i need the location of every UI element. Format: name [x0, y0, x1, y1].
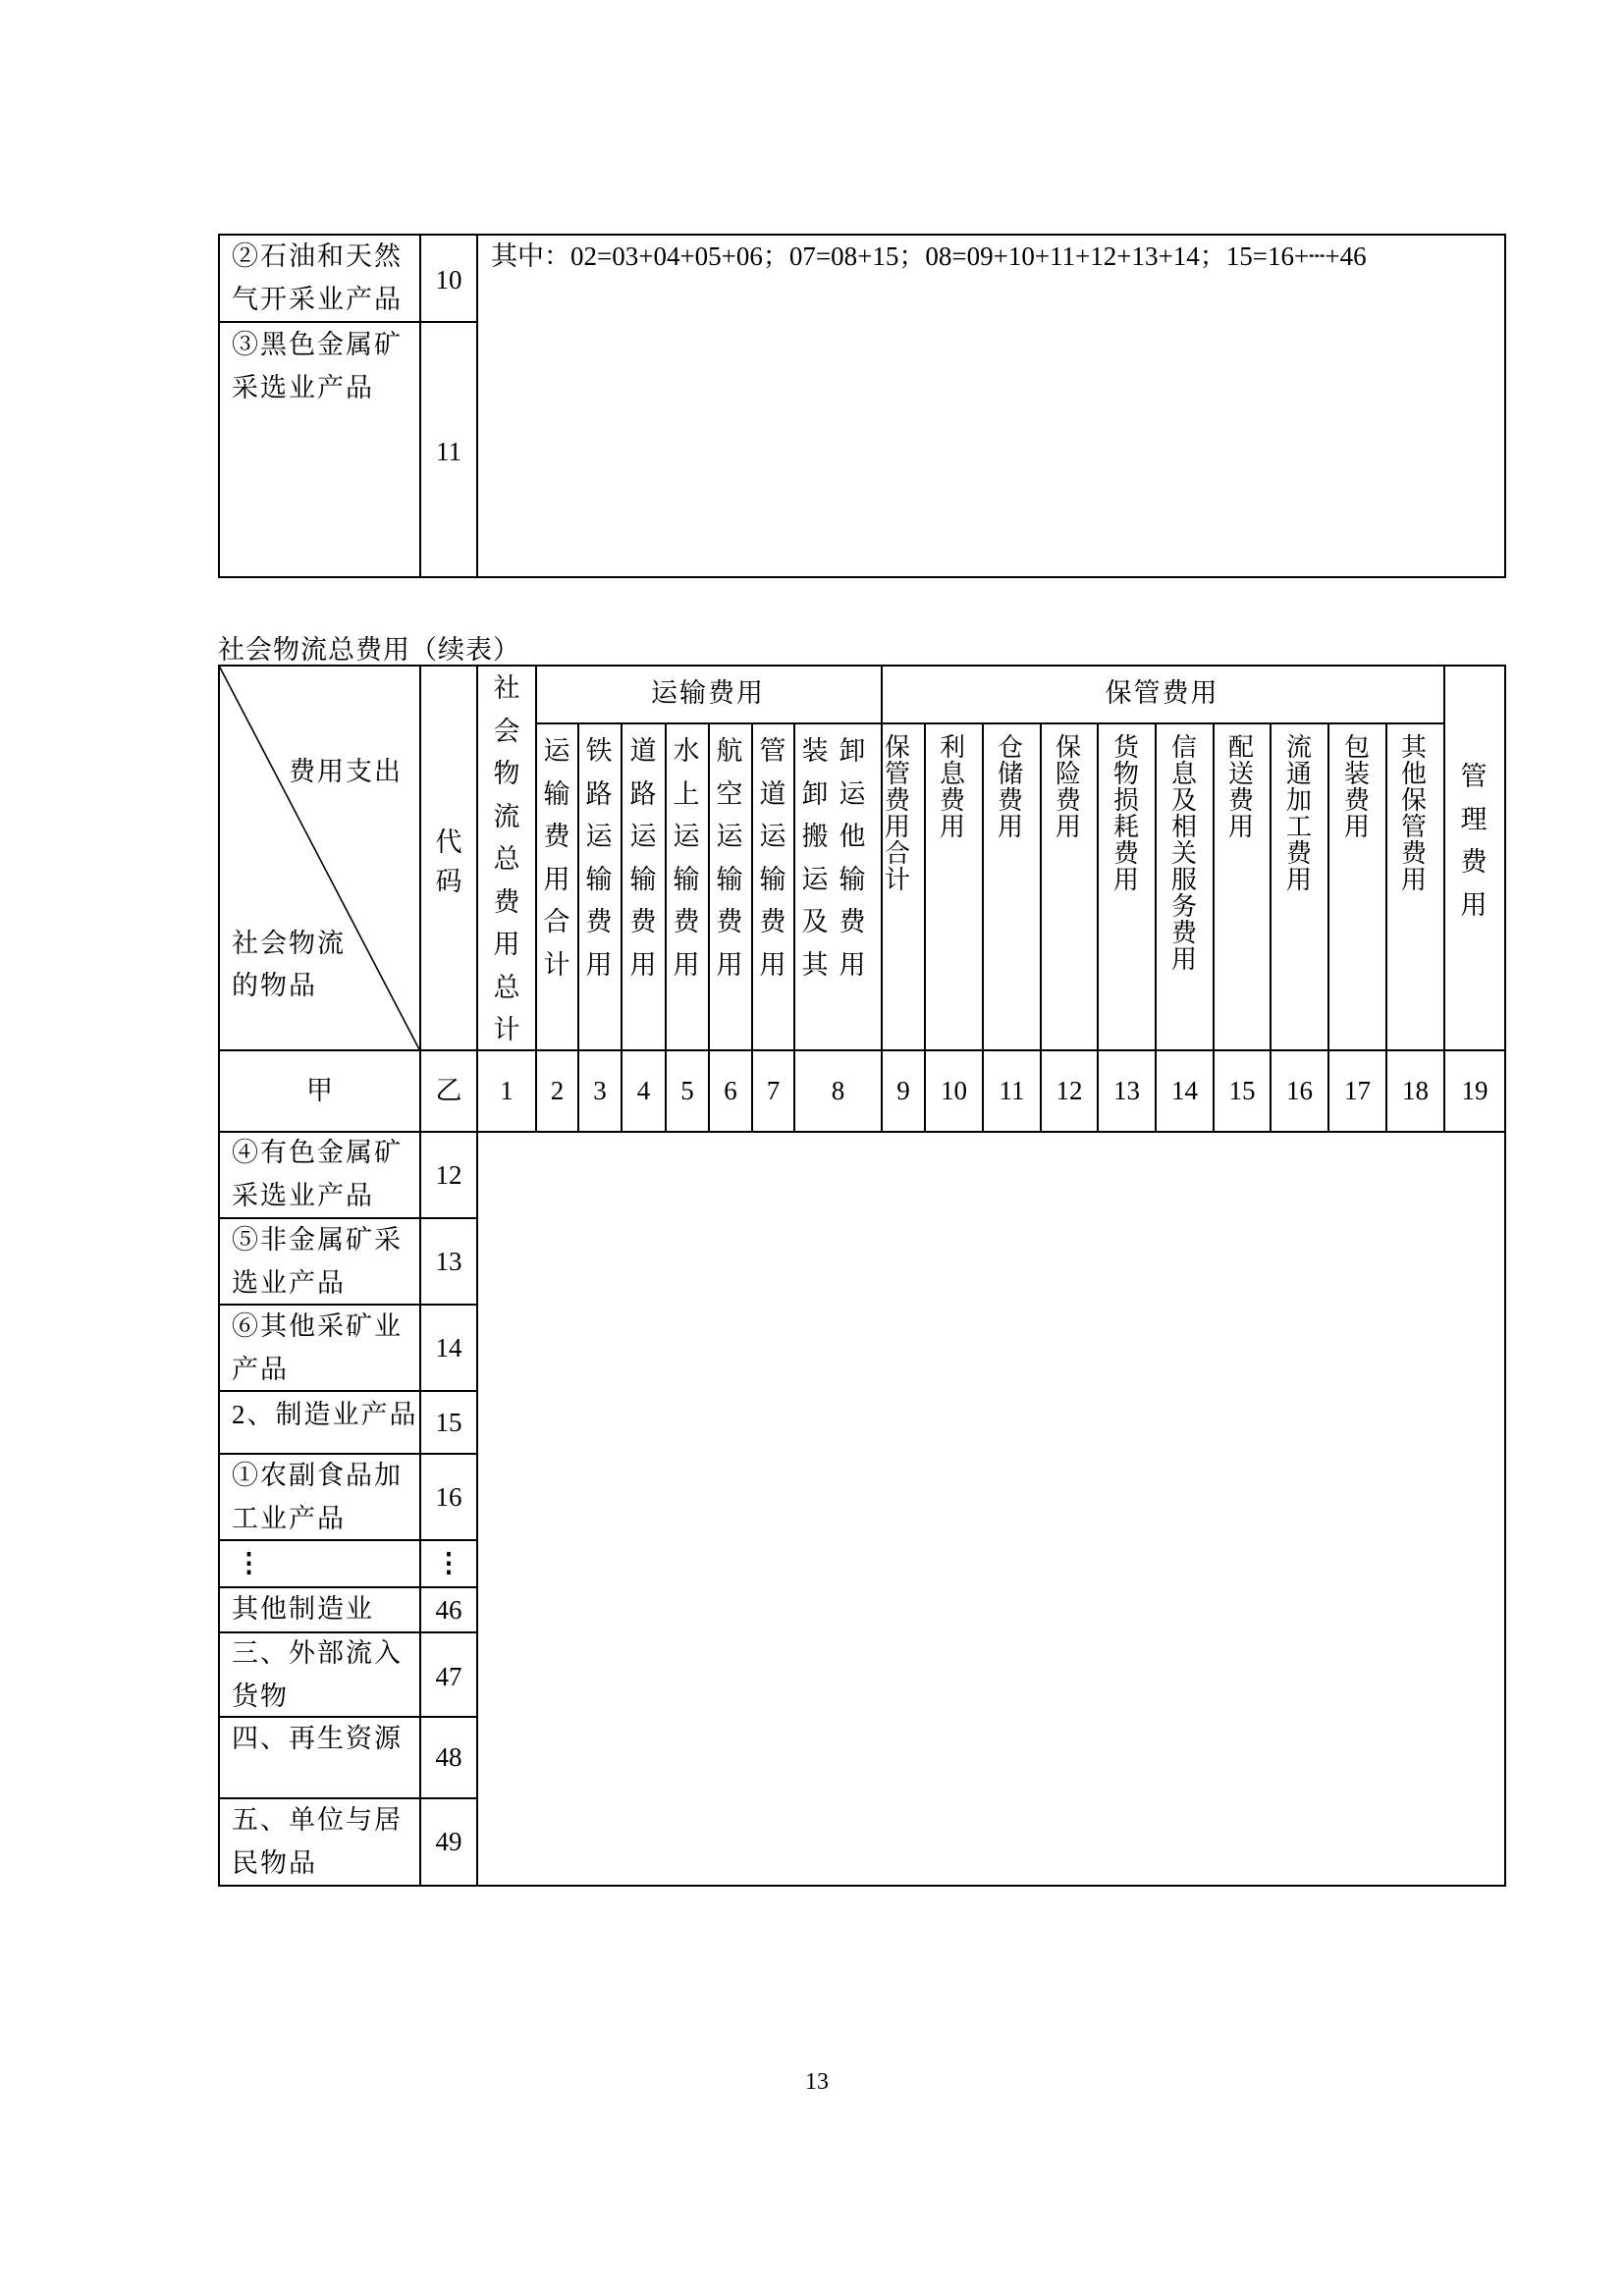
index-cell: 5 — [680, 1076, 694, 1105]
row-label-line2: 产品 — [232, 1355, 289, 1384]
index-cell: 4 — [636, 1076, 651, 1105]
row-label-line2: 选业产品 — [232, 1268, 346, 1298]
row-label-line1: ①农副食品加 — [232, 1461, 403, 1490]
index-cell: 13 — [1113, 1076, 1140, 1105]
row-label-line2: 民物品 — [232, 1848, 317, 1878]
index-cell: 2 — [550, 1076, 565, 1105]
storage-col-header: 信息及相关服务费用 — [1170, 733, 1197, 974]
total-header: 社会物流总费用总计 — [493, 673, 520, 1044]
index-cell: 19 — [1461, 1076, 1489, 1105]
row-label-line1: 四、再生资源 — [232, 1724, 403, 1753]
index-cell: 甲 — [306, 1076, 333, 1105]
row-label-line1: 三、外部流入 — [232, 1638, 403, 1668]
transport-col-header: 铁路运输费用 — [585, 736, 613, 980]
index-cell: 8 — [831, 1076, 845, 1105]
row-label-line1: 五、单位与居 — [232, 1805, 403, 1835]
row-label-line1: ④有色金属矿 — [232, 1138, 403, 1167]
index-cell: 16 — [1286, 1076, 1313, 1105]
management-header: 管理费用 — [1460, 762, 1488, 920]
row-label-line1: ⑥其他采矿业 — [232, 1311, 403, 1341]
index-cell: 9 — [896, 1076, 910, 1105]
transport-col-header: 运输费用合计 — [543, 736, 570, 980]
storage-col-header: 仓储费用 — [997, 733, 1023, 841]
storage-col-header: 保管费用合计 — [884, 733, 910, 894]
transport-col-header-part1: 装卸搬运及其 — [801, 736, 829, 980]
index-cell: 6 — [724, 1076, 737, 1105]
table-caption: 社会物流总费用（续表） — [218, 635, 520, 665]
row-code: 13 — [435, 1247, 462, 1276]
corner-label-bottom-1: 社会物流 — [232, 929, 346, 958]
row-label-line2: 工业产品 — [232, 1504, 346, 1533]
row-label-line2: 气开采业产品 — [232, 285, 403, 314]
row-label-line1: ⑤非金属矿采 — [232, 1225, 403, 1255]
storage-group-header: 保管费用 — [1105, 678, 1219, 708]
row-label-line2: 货物 — [232, 1682, 289, 1711]
row-code: 46 — [435, 1595, 462, 1625]
code-header: 代码 — [435, 828, 462, 896]
row-code: 10 — [435, 265, 462, 294]
storage-col-header: 包装费用 — [1343, 733, 1370, 841]
index-cell: 乙 — [435, 1076, 462, 1105]
index-cell: 10 — [941, 1076, 967, 1105]
index-cell: 3 — [593, 1076, 607, 1105]
storage-col-header: 保险费用 — [1055, 733, 1081, 841]
row-code: ⋮ — [435, 1548, 462, 1577]
storage-col-header: 利息费用 — [939, 733, 965, 841]
storage-col-header: 流通加工费用 — [1285, 733, 1312, 894]
row-code: 12 — [435, 1160, 462, 1190]
transport-col-header: 道路运输费用 — [629, 736, 657, 980]
row-label-line1: ③黑色金属矿 — [232, 330, 403, 359]
row-code: 11 — [436, 437, 461, 466]
row-label-line1: ②石油和天然 — [232, 241, 403, 271]
index-cell: 14 — [1171, 1076, 1198, 1105]
formula-note: 其中：02=03+04+05+06；07=08+15；08=09+10+11+12+13+14；15=16+┄+46 — [491, 241, 1367, 271]
index-cell: 11 — [999, 1076, 1025, 1105]
index-cell: 12 — [1056, 1076, 1083, 1105]
transport-col-header: 航空运输费用 — [716, 736, 743, 980]
corner-label-bottom-2: 的物品 — [232, 971, 317, 1000]
row-label-line1: 2、制造业产品 — [232, 1400, 418, 1429]
storage-col-header: 其他保管费用 — [1400, 733, 1427, 894]
corner-label-top: 费用支出 — [289, 757, 403, 786]
row-code: 47 — [435, 1662, 462, 1691]
index-cell: 18 — [1402, 1076, 1429, 1105]
index-cell: 15 — [1228, 1076, 1256, 1105]
index-cell: 1 — [500, 1076, 514, 1105]
transport-group-header: 运输费用 — [651, 678, 765, 708]
page-number: 13 — [805, 2069, 829, 2095]
row-label-line2: 采选业产品 — [232, 373, 374, 402]
index-cell: 7 — [766, 1076, 781, 1105]
row-label-line1: 其他制造业 — [232, 1594, 374, 1624]
storage-col-header: 货物损耗费用 — [1112, 733, 1139, 894]
row-code: 15 — [435, 1408, 462, 1437]
transport-col-header: 管道运输费用 — [759, 736, 786, 980]
row-code: 16 — [435, 1482, 462, 1512]
row-code: 14 — [435, 1333, 462, 1362]
row-label-line2: 采选业产品 — [232, 1181, 374, 1210]
index-cell: 17 — [1344, 1076, 1371, 1105]
row-code: 49 — [435, 1827, 462, 1856]
transport-col-header-part2: 卸运他输费用 — [839, 736, 866, 980]
row-code: 48 — [435, 1742, 462, 1772]
row-label-line1: ⋮ — [236, 1548, 264, 1577]
storage-col-header: 配送费用 — [1227, 733, 1254, 841]
transport-col-header: 水上运输费用 — [673, 736, 700, 980]
